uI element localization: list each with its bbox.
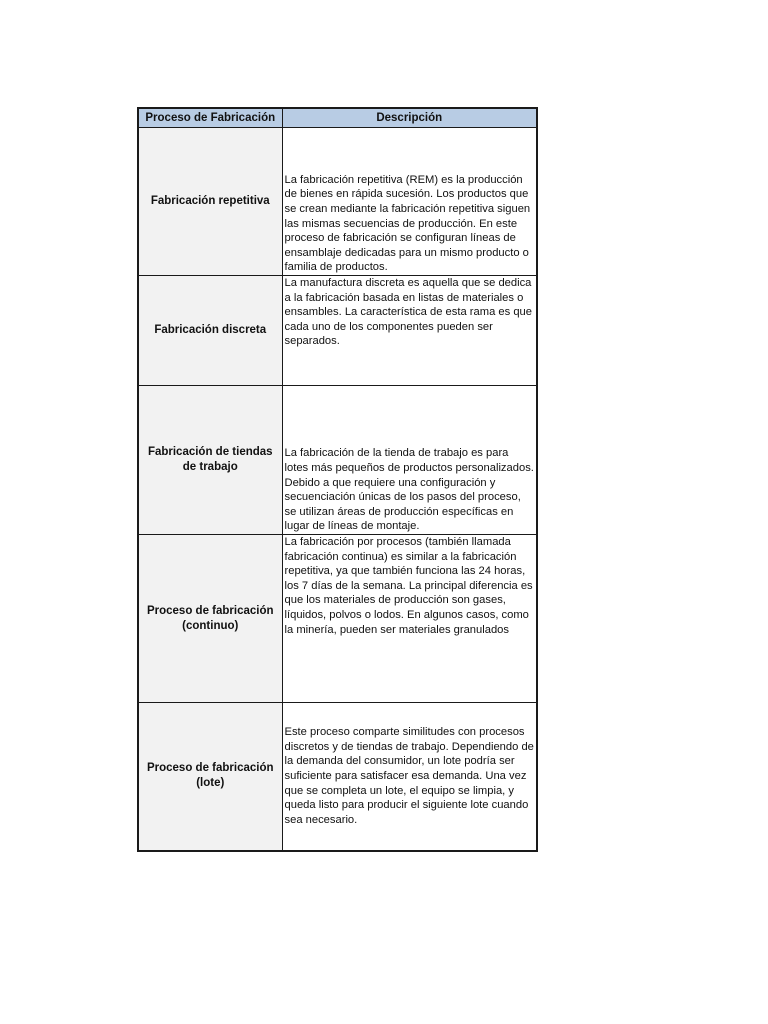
description-text: La manufactura discreta es aquella que se dedica a la fabricación basada en listas de materiales o ensambles. La característica de esta rama es que cada uno de los componentes pueden ser separados. <box>284 277 532 348</box>
manufacturing-process-table <box>137 107 538 852</box>
table-body <box>138 128 537 851</box>
table-row <box>138 535 537 703</box>
description-text: La fabricación de la tienda de trabajo es para lotes más pequeños de productos personalizados. Debido a que requiere una configuración y secuenciación únicas de los pasos del proceso, se utilizan áreas de producción específicas en lugar de líneas de montaje. <box>284 447 534 533</box>
process-cell: Fabricación discreta <box>138 276 282 386</box>
description-text: Este proceso comparte similitudes con procesos discretos y de tiendas de trabajo. Dependiendo de la demanda del consumidor, un lote podría ser suficiente para satisfacer esa demanda. Una vez que se completa un lote, el equipo se limpia, y queda listo para producir el siguiente lote cuando sea necesario. <box>284 726 534 826</box>
table-row <box>138 703 537 851</box>
process-cell: Fabricación de tiendas de trabajo <box>138 386 282 535</box>
description-cell <box>282 128 537 276</box>
table-header <box>138 108 537 128</box>
description-cell <box>282 703 537 851</box>
header-row <box>138 108 537 128</box>
description-cell <box>282 535 537 703</box>
table-row <box>138 276 537 386</box>
description-text: La fabricación repetitiva (REM) es la producción de bienes en rápida sucesión. Los productos que se crean mediante la fabricación repetitiva siguen las mismas secuencias de producción. En este proceso de fabricación se configuran líneas de ensamblaje dedicadas para un mismo producto o familia de productos. <box>284 173 531 274</box>
header-process: Proceso de Fabricación <box>138 108 282 128</box>
process-cell: Proceso de fabricación (lote) <box>138 703 282 851</box>
description-text: La fabricación por procesos (también llamada fabricación continua) es similar a la fabricación repetitiva, ya que también funciona las 24 horas, los 7 días de la semana. La principal diferencia es que los materiales de producción son gases, líquidos, polvos o lodos. En algunos casos, como la minería, pueden ser materiales granulados <box>284 536 533 636</box>
description-cell <box>282 386 537 535</box>
table-row <box>138 386 537 535</box>
description-cell <box>282 276 537 386</box>
table-row <box>138 128 537 276</box>
header-description: Descripción <box>282 108 537 128</box>
process-cell: Fabricación repetitiva <box>138 128 282 276</box>
process-cell: Proceso de fabricación (continuo) <box>138 535 282 703</box>
